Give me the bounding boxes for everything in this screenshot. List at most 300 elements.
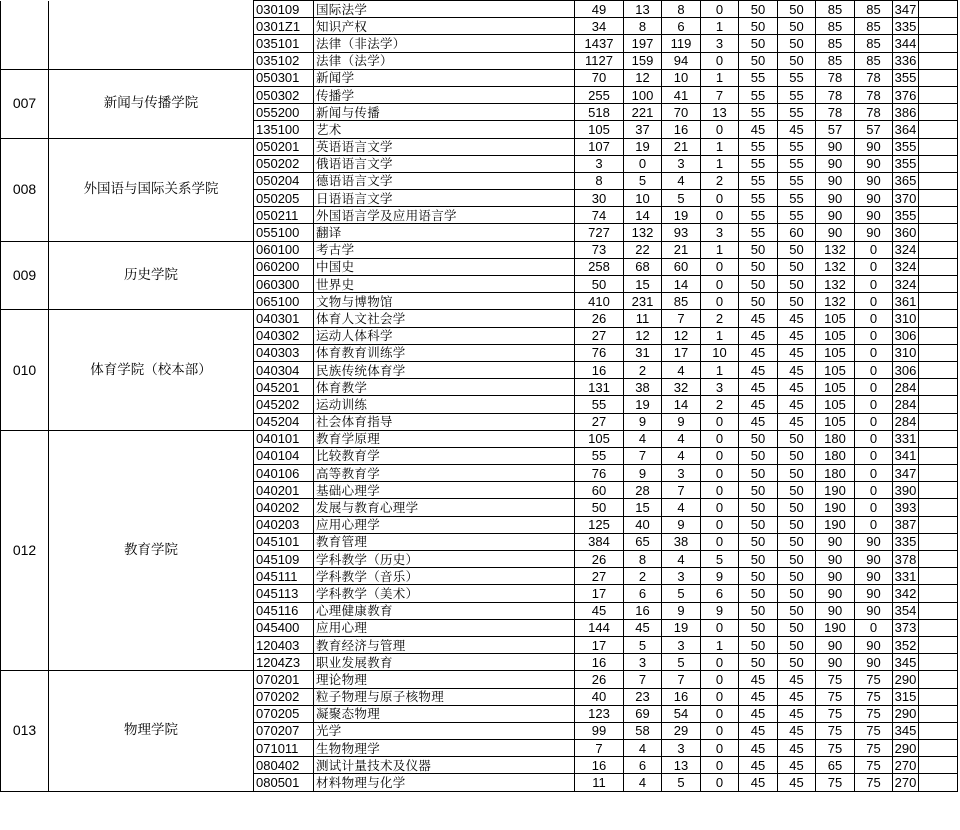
col3-cell: 13 — [662, 757, 701, 774]
subject2-line-cell: 0 — [855, 379, 893, 396]
subject2-line-cell: 0 — [855, 619, 893, 636]
foreign-lang-line-cell: 50 — [778, 551, 816, 568]
trailing-empty-cell — [919, 69, 958, 86]
foreign-lang-line-cell: 55 — [778, 190, 816, 207]
politics-line-cell: 50 — [739, 18, 778, 35]
applicants-cell: 30 — [575, 190, 624, 207]
major-code-cell: 040304 — [254, 361, 314, 378]
col3-cell: 17 — [662, 344, 701, 361]
foreign-lang-line-cell: 45 — [778, 344, 816, 361]
col3-cell: 9 — [662, 516, 701, 533]
applicants-cell: 27 — [575, 327, 624, 344]
col2-cell: 5 — [624, 172, 662, 189]
trailing-empty-cell — [919, 705, 958, 722]
politics-line-cell: 45 — [739, 310, 778, 327]
col4-cell: 0 — [701, 722, 739, 739]
politics-line-cell: 50 — [739, 241, 778, 258]
politics-line-cell: 45 — [739, 361, 778, 378]
col4-cell: 0 — [701, 207, 739, 224]
total-line-cell: 347 — [893, 1, 919, 18]
col2-cell: 10 — [624, 190, 662, 207]
politics-line-cell: 45 — [739, 396, 778, 413]
subject2-line-cell: 0 — [855, 465, 893, 482]
col4-cell: 0 — [701, 465, 739, 482]
subject1-line-cell: 90 — [816, 190, 855, 207]
trailing-empty-cell — [919, 413, 958, 430]
col3-cell: 32 — [662, 379, 701, 396]
total-line-cell: 345 — [893, 722, 919, 739]
applicants-cell: 125 — [575, 516, 624, 533]
applicants-cell: 40 — [575, 688, 624, 705]
col2-cell: 13 — [624, 1, 662, 18]
major-name-cell: 理论物理 — [314, 671, 575, 688]
total-line-cell: 290 — [893, 705, 919, 722]
major-code-cell: 070205 — [254, 705, 314, 722]
major-code-cell: 055100 — [254, 224, 314, 241]
col4-cell: 0 — [701, 258, 739, 275]
major-code-cell: 045202 — [254, 396, 314, 413]
subject1-line-cell: 90 — [816, 224, 855, 241]
foreign-lang-line-cell: 45 — [778, 379, 816, 396]
col3-cell: 5 — [662, 774, 701, 791]
subject1-line-cell: 90 — [816, 654, 855, 671]
subject1-line-cell: 90 — [816, 636, 855, 653]
politics-line-cell: 50 — [739, 551, 778, 568]
total-line-cell: 324 — [893, 276, 919, 293]
subject2-line-cell: 85 — [855, 18, 893, 35]
foreign-lang-line-cell: 60 — [778, 224, 816, 241]
total-line-cell: 335 — [893, 533, 919, 550]
major-code-cell: 040301 — [254, 310, 314, 327]
col4-cell: 0 — [701, 430, 739, 447]
politics-line-cell: 45 — [739, 705, 778, 722]
subject1-line-cell: 90 — [816, 568, 855, 585]
applicants-cell: 70 — [575, 69, 624, 86]
col4-cell: 0 — [701, 516, 739, 533]
trailing-empty-cell — [919, 722, 958, 739]
politics-line-cell: 50 — [739, 1, 778, 18]
total-line-cell: 342 — [893, 585, 919, 602]
trailing-empty-cell — [919, 190, 958, 207]
col2-cell: 4 — [624, 430, 662, 447]
department-name-cell: 外国语与国际关系学院 — [49, 138, 254, 241]
politics-line-cell: 55 — [739, 155, 778, 172]
col3-cell: 60 — [662, 258, 701, 275]
politics-line-cell: 50 — [739, 602, 778, 619]
major-code-cell: 035102 — [254, 52, 314, 69]
subject2-line-cell: 0 — [855, 413, 893, 430]
col2-cell: 8 — [624, 18, 662, 35]
subject1-line-cell: 90 — [816, 551, 855, 568]
total-line-cell: 284 — [893, 413, 919, 430]
subject2-line-cell: 0 — [855, 344, 893, 361]
major-code-cell: 040104 — [254, 447, 314, 464]
politics-line-cell: 45 — [739, 740, 778, 757]
col2-cell: 132 — [624, 224, 662, 241]
col4-cell: 5 — [701, 551, 739, 568]
applicants-cell: 384 — [575, 533, 624, 550]
trailing-empty-cell — [919, 533, 958, 550]
politics-line-cell: 55 — [739, 207, 778, 224]
major-name-cell: 光学 — [314, 722, 575, 739]
politics-line-cell: 50 — [739, 516, 778, 533]
col2-cell: 231 — [624, 293, 662, 310]
major-code-cell: 071011 — [254, 740, 314, 757]
col2-cell: 9 — [624, 413, 662, 430]
major-name-cell: 法律（法学） — [314, 52, 575, 69]
major-name-cell: 应用心理 — [314, 619, 575, 636]
major-name-cell: 英语语言文学 — [314, 138, 575, 155]
applicants-cell: 26 — [575, 671, 624, 688]
total-line-cell: 355 — [893, 138, 919, 155]
total-line-cell: 306 — [893, 327, 919, 344]
subject2-line-cell: 90 — [855, 636, 893, 653]
trailing-empty-cell — [919, 396, 958, 413]
applicants-cell: 518 — [575, 104, 624, 121]
major-code-cell: 050211 — [254, 207, 314, 224]
politics-line-cell: 55 — [739, 138, 778, 155]
department-code-cell: 008 — [1, 138, 49, 241]
applicants-cell: 410 — [575, 293, 624, 310]
politics-line-cell: 45 — [739, 344, 778, 361]
col3-cell: 19 — [662, 619, 701, 636]
col4-cell: 13 — [701, 104, 739, 121]
trailing-empty-cell — [919, 740, 958, 757]
col4-cell: 0 — [701, 447, 739, 464]
subject1-line-cell: 180 — [816, 465, 855, 482]
major-name-cell: 社会体育指导 — [314, 413, 575, 430]
foreign-lang-line-cell: 45 — [778, 722, 816, 739]
applicants-cell: 27 — [575, 413, 624, 430]
major-name-cell: 知识产权 — [314, 18, 575, 35]
subject1-line-cell: 190 — [816, 516, 855, 533]
major-name-cell: 艺术 — [314, 121, 575, 138]
major-code-cell: 050205 — [254, 190, 314, 207]
subject2-line-cell: 85 — [855, 52, 893, 69]
subject1-line-cell: 75 — [816, 705, 855, 722]
col3-cell: 4 — [662, 551, 701, 568]
col2-cell: 19 — [624, 396, 662, 413]
col4-cell: 1 — [701, 636, 739, 653]
major-code-cell: 040302 — [254, 327, 314, 344]
applicants-cell: 17 — [575, 636, 624, 653]
subject2-line-cell: 0 — [855, 430, 893, 447]
major-code-cell: 045116 — [254, 602, 314, 619]
col3-cell: 19 — [662, 207, 701, 224]
col2-cell: 8 — [624, 551, 662, 568]
major-name-cell: 基础心理学 — [314, 482, 575, 499]
foreign-lang-line-cell: 50 — [778, 568, 816, 585]
col4-cell: 0 — [701, 705, 739, 722]
col3-cell: 70 — [662, 104, 701, 121]
col4-cell: 0 — [701, 1, 739, 18]
subject2-line-cell: 0 — [855, 293, 893, 310]
col2-cell: 2 — [624, 568, 662, 585]
table-body — [1, 1, 958, 792]
major-code-cell: 050201 — [254, 138, 314, 155]
table-row — [1, 671, 958, 688]
col3-cell: 3 — [662, 636, 701, 653]
total-line-cell: 344 — [893, 35, 919, 52]
col3-cell: 5 — [662, 190, 701, 207]
major-name-cell: 新闻与传播 — [314, 104, 575, 121]
foreign-lang-line-cell: 50 — [778, 499, 816, 516]
total-line-cell: 347 — [893, 465, 919, 482]
major-name-cell: 运动人体科学 — [314, 327, 575, 344]
trailing-empty-cell — [919, 774, 958, 791]
politics-line-cell: 55 — [739, 86, 778, 103]
total-line-cell: 355 — [893, 69, 919, 86]
subject1-line-cell: 90 — [816, 585, 855, 602]
foreign-lang-line-cell: 50 — [778, 533, 816, 550]
col3-cell: 10 — [662, 69, 701, 86]
subject1-line-cell: 90 — [816, 172, 855, 189]
total-line-cell: 310 — [893, 310, 919, 327]
col4-cell: 0 — [701, 654, 739, 671]
applicants-cell: 105 — [575, 430, 624, 447]
total-line-cell: 365 — [893, 172, 919, 189]
politics-line-cell: 55 — [739, 69, 778, 86]
department-name-cell — [49, 1, 254, 70]
major-code-cell: 070201 — [254, 671, 314, 688]
col2-cell: 40 — [624, 516, 662, 533]
col3-cell: 16 — [662, 121, 701, 138]
foreign-lang-line-cell: 50 — [778, 447, 816, 464]
col4-cell: 0 — [701, 499, 739, 516]
col3-cell: 3 — [662, 568, 701, 585]
subject2-line-cell: 0 — [855, 499, 893, 516]
applicants-cell: 7 — [575, 740, 624, 757]
trailing-empty-cell — [919, 138, 958, 155]
subject1-line-cell: 75 — [816, 722, 855, 739]
subject2-line-cell: 0 — [855, 276, 893, 293]
subject1-line-cell: 190 — [816, 619, 855, 636]
politics-line-cell: 50 — [739, 619, 778, 636]
major-name-cell: 俄语语言文学 — [314, 155, 575, 172]
politics-line-cell: 50 — [739, 447, 778, 464]
applicants-cell: 73 — [575, 241, 624, 258]
col4-cell: 1 — [701, 241, 739, 258]
trailing-empty-cell — [919, 585, 958, 602]
foreign-lang-line-cell: 45 — [778, 396, 816, 413]
applicants-cell: 26 — [575, 551, 624, 568]
major-name-cell: 中国史 — [314, 258, 575, 275]
applicants-cell: 76 — [575, 465, 624, 482]
politics-line-cell: 45 — [739, 688, 778, 705]
major-name-cell: 凝聚态物理 — [314, 705, 575, 722]
total-line-cell: 393 — [893, 499, 919, 516]
foreign-lang-line-cell: 55 — [778, 104, 816, 121]
col4-cell: 0 — [701, 757, 739, 774]
total-line-cell: 315 — [893, 688, 919, 705]
col4-cell: 6 — [701, 585, 739, 602]
subject1-line-cell: 65 — [816, 757, 855, 774]
subject1-line-cell: 132 — [816, 293, 855, 310]
subject2-line-cell: 75 — [855, 722, 893, 739]
applicants-cell: 45 — [575, 602, 624, 619]
subject1-line-cell: 180 — [816, 447, 855, 464]
applicants-cell: 49 — [575, 1, 624, 18]
major-code-cell: 1204Z3 — [254, 654, 314, 671]
applicants-cell: 144 — [575, 619, 624, 636]
foreign-lang-line-cell: 45 — [778, 757, 816, 774]
foreign-lang-line-cell: 55 — [778, 138, 816, 155]
total-line-cell: 390 — [893, 482, 919, 499]
major-code-cell: 050204 — [254, 172, 314, 189]
foreign-lang-line-cell: 55 — [778, 172, 816, 189]
subject1-line-cell: 90 — [816, 602, 855, 619]
col4-cell: 7 — [701, 86, 739, 103]
subject2-line-cell: 90 — [855, 585, 893, 602]
foreign-lang-line-cell: 55 — [778, 86, 816, 103]
col2-cell: 0 — [624, 155, 662, 172]
major-name-cell: 学科教学（美术） — [314, 585, 575, 602]
total-line-cell: 370 — [893, 190, 919, 207]
foreign-lang-line-cell: 50 — [778, 654, 816, 671]
major-code-cell: 040106 — [254, 465, 314, 482]
col3-cell: 38 — [662, 533, 701, 550]
subject2-line-cell: 90 — [855, 602, 893, 619]
politics-line-cell: 50 — [739, 52, 778, 69]
total-line-cell: 290 — [893, 740, 919, 757]
total-line-cell: 354 — [893, 602, 919, 619]
trailing-empty-cell — [919, 121, 958, 138]
subject1-line-cell: 105 — [816, 413, 855, 430]
major-code-cell: 070207 — [254, 722, 314, 739]
applicants-cell: 123 — [575, 705, 624, 722]
major-name-cell: 德语语言文学 — [314, 172, 575, 189]
col4-cell: 0 — [701, 671, 739, 688]
col3-cell: 4 — [662, 172, 701, 189]
col2-cell: 16 — [624, 602, 662, 619]
politics-line-cell: 55 — [739, 172, 778, 189]
politics-line-cell: 50 — [739, 258, 778, 275]
subject1-line-cell: 105 — [816, 361, 855, 378]
foreign-lang-line-cell: 50 — [778, 602, 816, 619]
trailing-empty-cell — [919, 619, 958, 636]
subject1-line-cell: 105 — [816, 396, 855, 413]
major-name-cell: 考古学 — [314, 241, 575, 258]
applicants-cell: 55 — [575, 396, 624, 413]
trailing-empty-cell — [919, 327, 958, 344]
col2-cell: 7 — [624, 671, 662, 688]
subject2-line-cell: 0 — [855, 447, 893, 464]
politics-line-cell: 45 — [739, 757, 778, 774]
foreign-lang-line-cell: 50 — [778, 18, 816, 35]
trailing-empty-cell — [919, 568, 958, 585]
col4-cell: 1 — [701, 361, 739, 378]
trailing-empty-cell — [919, 241, 958, 258]
politics-line-cell: 50 — [739, 654, 778, 671]
politics-line-cell: 45 — [739, 722, 778, 739]
col3-cell: 5 — [662, 585, 701, 602]
col2-cell: 11 — [624, 310, 662, 327]
major-code-cell: 040203 — [254, 516, 314, 533]
major-name-cell: 翻译 — [314, 224, 575, 241]
total-line-cell: 310 — [893, 344, 919, 361]
col2-cell: 100 — [624, 86, 662, 103]
major-code-cell: 040303 — [254, 344, 314, 361]
col2-cell: 14 — [624, 207, 662, 224]
major-code-cell: 050302 — [254, 86, 314, 103]
trailing-empty-cell — [919, 361, 958, 378]
foreign-lang-line-cell: 45 — [778, 327, 816, 344]
major-code-cell: 030109 — [254, 1, 314, 18]
subject2-line-cell: 85 — [855, 1, 893, 18]
department-code-cell: 013 — [1, 671, 49, 791]
col3-cell: 16 — [662, 688, 701, 705]
foreign-lang-line-cell: 50 — [778, 52, 816, 69]
total-line-cell: 324 — [893, 241, 919, 258]
col3-cell: 5 — [662, 654, 701, 671]
applicants-cell: 74 — [575, 207, 624, 224]
foreign-lang-line-cell: 55 — [778, 207, 816, 224]
subject1-line-cell: 105 — [816, 379, 855, 396]
col4-cell: 0 — [701, 190, 739, 207]
politics-line-cell: 45 — [739, 327, 778, 344]
subject2-line-cell: 75 — [855, 705, 893, 722]
major-name-cell: 教育学原理 — [314, 430, 575, 447]
total-line-cell: 270 — [893, 774, 919, 791]
major-code-cell: 045101 — [254, 533, 314, 550]
major-code-cell: 0301Z1 — [254, 18, 314, 35]
applicants-cell: 16 — [575, 757, 624, 774]
foreign-lang-line-cell: 50 — [778, 430, 816, 447]
col3-cell: 8 — [662, 1, 701, 18]
major-code-cell: 080402 — [254, 757, 314, 774]
col4-cell: 0 — [701, 293, 739, 310]
total-line-cell: 360 — [893, 224, 919, 241]
subject2-line-cell: 57 — [855, 121, 893, 138]
total-line-cell: 355 — [893, 207, 919, 224]
total-line-cell: 335 — [893, 18, 919, 35]
foreign-lang-line-cell: 45 — [778, 413, 816, 430]
col3-cell: 9 — [662, 602, 701, 619]
subject1-line-cell: 75 — [816, 774, 855, 791]
subject1-line-cell: 90 — [816, 533, 855, 550]
major-name-cell: 体育教育训练学 — [314, 344, 575, 361]
col4-cell: 0 — [701, 740, 739, 757]
subject2-line-cell: 90 — [855, 155, 893, 172]
col2-cell: 5 — [624, 636, 662, 653]
subject2-line-cell: 75 — [855, 757, 893, 774]
col3-cell: 7 — [662, 482, 701, 499]
major-name-cell: 职业发展教育 — [314, 654, 575, 671]
applicants-cell: 258 — [575, 258, 624, 275]
foreign-lang-line-cell: 45 — [778, 705, 816, 722]
subject2-line-cell: 90 — [855, 654, 893, 671]
applicants-cell: 99 — [575, 722, 624, 739]
col2-cell: 12 — [624, 69, 662, 86]
table-row — [1, 430, 958, 447]
department-name-cell: 新闻与传播学院 — [49, 69, 254, 138]
major-name-cell: 日语语言文学 — [314, 190, 575, 207]
subject2-line-cell: 75 — [855, 688, 893, 705]
trailing-empty-cell — [919, 207, 958, 224]
applicants-cell: 255 — [575, 86, 624, 103]
applicants-cell: 50 — [575, 499, 624, 516]
foreign-lang-line-cell: 45 — [778, 774, 816, 791]
table-row — [1, 310, 958, 327]
politics-line-cell: 50 — [739, 35, 778, 52]
col2-cell: 6 — [624, 585, 662, 602]
col2-cell: 19 — [624, 138, 662, 155]
col3-cell: 3 — [662, 155, 701, 172]
col4-cell: 9 — [701, 602, 739, 619]
subject2-line-cell: 78 — [855, 104, 893, 121]
department-code-cell — [1, 1, 49, 70]
foreign-lang-line-cell: 50 — [778, 35, 816, 52]
